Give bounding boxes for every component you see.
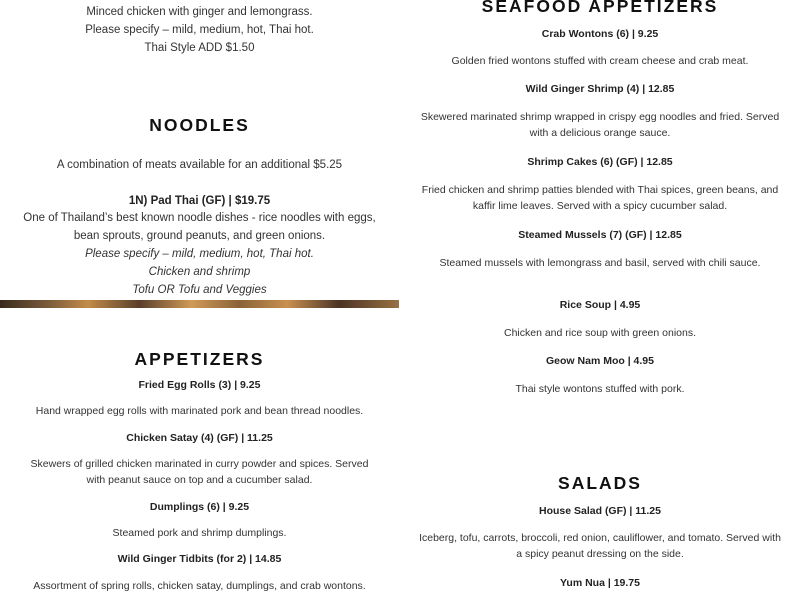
pad-thai-desc: One of Thailand’s best known noodle dishes - rice noodles with eggs, bean sprouts, ground peanuts, and green onions. (23, 212, 376, 242)
appetizer-name: Fried Egg Rolls (3) | 9.25 (138, 379, 261, 391)
salad-item-name: Yum Nua | 19.75 (560, 577, 640, 589)
soup-item-desc: Chicken and rice soup with green onions. (503, 327, 697, 339)
seafood-item-desc: Fried chicken and shrimp patties blended with Thai spices, green beans, and kaffir lime leaves. Served with a spicy cucumber salad. (421, 184, 779, 212)
salad-item-name: House Salad (GF) | 11.25 (539, 505, 661, 517)
appetizer-name: Chicken Satay (4) (GF) | 11.25 (126, 432, 273, 444)
soup-item-desc: Thai style wontons stuffed with pork. (515, 383, 685, 395)
left-menu-column (0, 0, 399, 600)
appetizers-heading: APPETIZERS (134, 349, 265, 369)
soup-item-name: Rice Soup | 4.95 (559, 299, 641, 311)
salads-heading: SALADS (558, 473, 642, 493)
seafood-item-name: Steamed Mussels (7) (GF) | 12.85 (518, 229, 682, 241)
seafood-item-desc: Skewered marinated shrimp wrapped in crispy egg noodles and fried. Served with a delicious orange sauce. (420, 111, 780, 139)
intro-spice-note: Please specify – mild, medium, hot, Thai hot. (85, 24, 314, 36)
noodles-note: A combination of meats available for an additional $5.25 (56, 159, 343, 171)
pad-thai-name: 1N) Pad Thai (GF) | $19.75 (128, 195, 271, 207)
intro-line-1: Minced chicken with ginger and lemongrass. (86, 6, 313, 18)
seafood-item-desc: Golden fried wontons stuffed with cream cheese and crab meat. (451, 55, 749, 67)
appetizer-desc: Skewers of grilled chicken marinated in curry powder and spices. Served with peanut sauce on top and a cucumber salad. (30, 458, 369, 486)
noodles-heading: NOODLES (149, 115, 250, 135)
seafood-item-name: Crab Wontons (6) | 9.25 (541, 28, 659, 40)
pad-thai-option-2: Tofu OR Tofu and Veggies (132, 284, 267, 296)
seafood-item-name: Shrimp Cakes (6) (GF) | 12.85 (527, 156, 673, 168)
appetizer-desc: Assortment of spring rolls, chicken satay, dumplings, and crab wontons. (33, 580, 366, 592)
food-photo-strip (0, 300, 399, 308)
seafood-item-name: Wild Ginger Shrimp (4) | 12.85 (525, 83, 675, 95)
appetizer-name: Wild Ginger Tidbits (for 2) | 14.85 (117, 553, 282, 565)
appetizer-desc: Steamed pork and shrimp dumplings. (112, 527, 287, 539)
right-menu-column (400, 0, 800, 600)
seafood-appetizers-heading: SEAFOOD APPETIZERS (481, 0, 719, 16)
intro-thai-style: Thai Style ADD $1.50 (144, 42, 255, 54)
appetizer-name: Dumplings (6) | 9.25 (149, 501, 250, 513)
appetizer-desc: Hand wrapped egg rolls with marinated pork and bean thread noodles. (35, 405, 364, 417)
soup-item-name: Geow Nam Moo | 4.95 (546, 355, 654, 367)
salad-item-desc: Iceberg, tofu, carrots, broccoli, red onion, cauliflower, and tomato. Served with a spicy peanut dressing on the side. (419, 532, 781, 560)
seafood-item-desc: Steamed mussels with lemongrass and basil, served with chili sauce. (439, 257, 761, 269)
pad-thai-spice: Please specify – mild, medium, hot, Thai hot. (85, 248, 314, 260)
pad-thai-option-1: Chicken and shrimp (148, 266, 251, 278)
